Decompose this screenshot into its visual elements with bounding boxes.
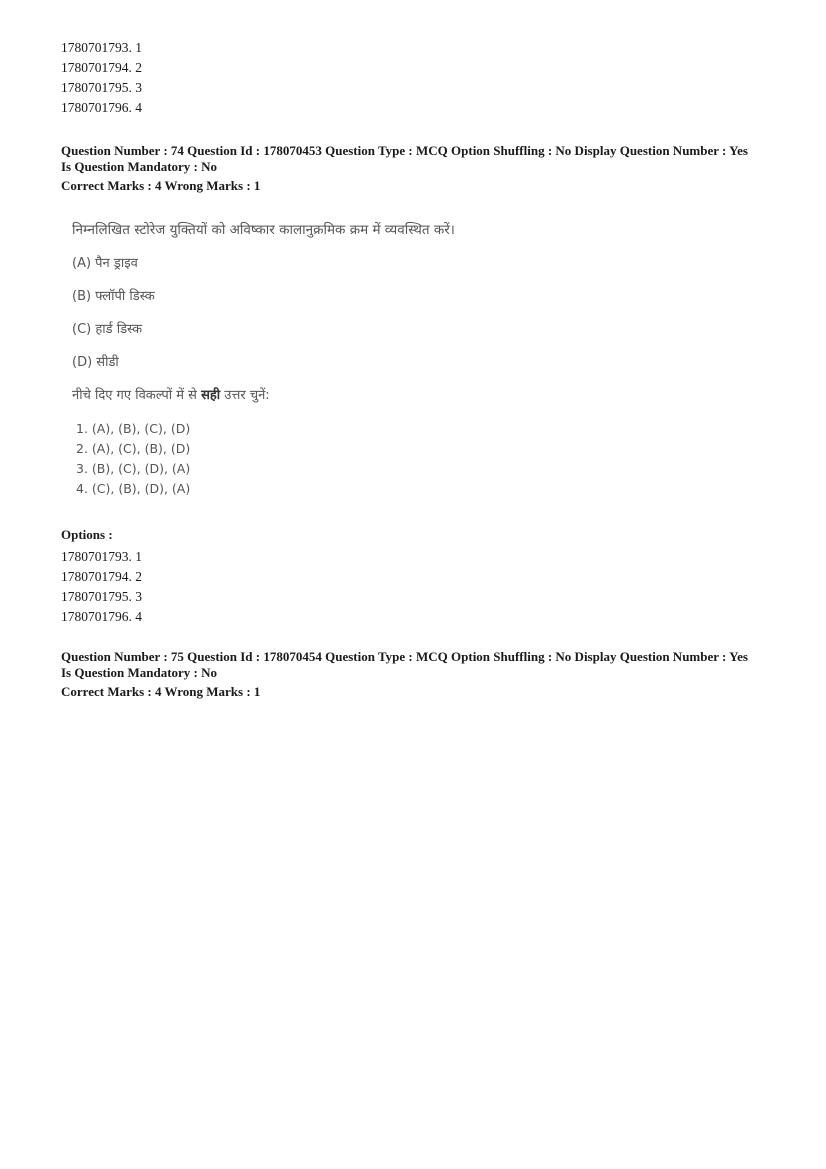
mandatory-line: Is Question Mandatory : No	[61, 159, 218, 174]
choice-4: 4. (C), (B), (D), (A)	[76, 481, 191, 496]
question-stem: निम्नलिखित स्टोरेज युक्तियों को अविष्कार कालानुक्रमिक क्रम में व्यवस्थित करें।	[72, 222, 455, 238]
option-line: 1780701794. 2	[61, 569, 142, 584]
item-c: (C) हार्ड डिस्क	[72, 322, 143, 337]
option-line: 1780701793. 1	[61, 40, 142, 55]
options-label: Options :	[61, 527, 113, 542]
option-line: 1780701796. 4	[61, 100, 142, 115]
instruction-text: नीचे दिए गए विकल्पों में से	[72, 388, 202, 403]
answer-instruction	[72, 386, 492, 406]
mandatory-line: Is Question Mandatory : No	[61, 665, 218, 680]
marks-line: Correct Marks : 4 Wrong Marks : 1	[61, 178, 261, 193]
choice-2: 2. (A), (C), (B), (D)	[76, 441, 191, 456]
option-line: 1780701795. 3	[61, 80, 142, 95]
marks-line: Correct Marks : 4 Wrong Marks : 1	[61, 684, 261, 699]
question-74-header	[61, 143, 801, 194]
item-d: (D) सीडी	[72, 355, 119, 370]
item-b: (B) फ्लॉपी डिस्क	[72, 289, 155, 304]
instruction-emphasis: सही	[201, 388, 221, 403]
question-74-body	[72, 220, 492, 499]
option-line: 1780701793. 1	[61, 549, 142, 564]
choice-3: 3. (B), (C), (D), (A)	[76, 461, 191, 476]
item-a: (A) पैन ड्राइव	[72, 256, 138, 271]
option-line: 1780701795. 3	[61, 589, 142, 604]
option-line: 1780701794. 2	[61, 60, 142, 75]
choice-1: 1. (A), (B), (C), (D)	[76, 421, 191, 436]
option-line: 1780701796. 4	[61, 609, 142, 624]
question-75-header	[61, 649, 801, 700]
instruction-text-end: उत्तर चुनें:	[220, 388, 270, 403]
question-74-options	[61, 527, 801, 627]
question-meta-line: Question Number : 74 Question Id : 178070453 Question Type : MCQ Option Shuffling : No Display Question Number : Yes	[61, 143, 748, 158]
answer-choices	[72, 419, 492, 499]
previous-options-list	[61, 38, 801, 118]
question-meta-line: Question Number : 75 Question Id : 178070454 Question Type : MCQ Option Shuffling : No Display Question Number : Yes	[61, 649, 748, 664]
